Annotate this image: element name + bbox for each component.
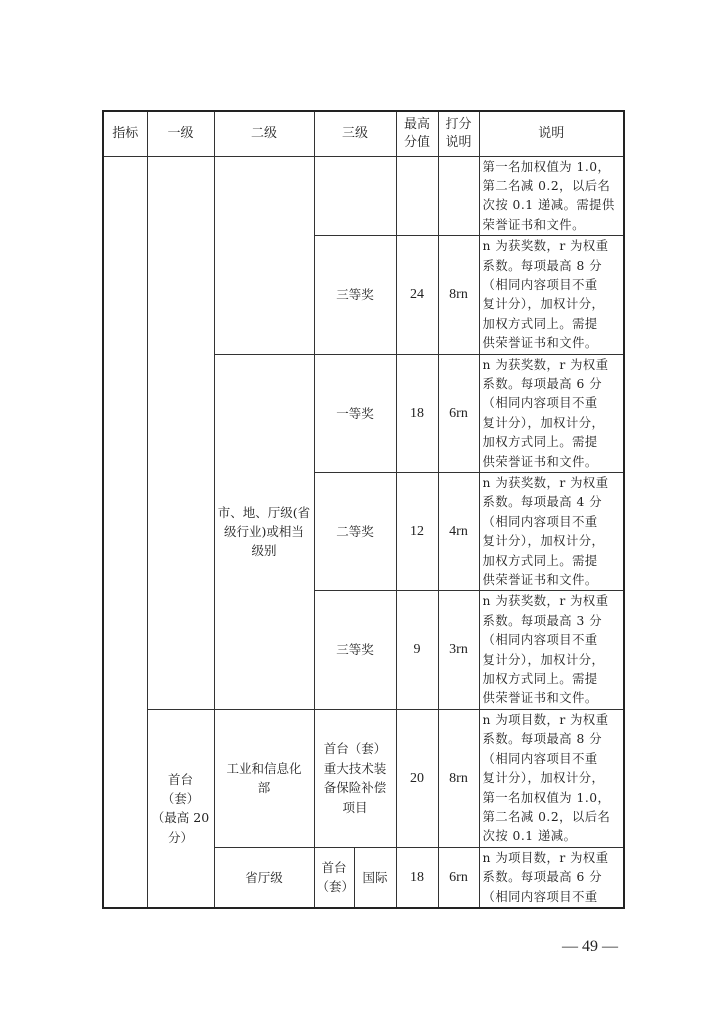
note-cell: n 为获奖数，r 为权重 系数。每项最高 4 分 （相同内容项目不重 复计分），加权计分， 加权方式同上。需提 供荣誉证书和文件。 — [479, 473, 624, 591]
header-level3: 三级 — [314, 111, 396, 156]
score-cell: 6rn — [438, 847, 479, 908]
header-indicator: 指标 — [103, 111, 147, 156]
indicator-cell — [103, 156, 147, 908]
table-row — [103, 156, 624, 236]
score-cell: 8rn — [438, 709, 479, 847]
note-cell: n 为项目数，r 为权重 系数。每项最高 8 分 （相同内容项目不重 复计分），加权计分， 第一名加权值为 1.0， 第二名减 0.2，以后名 次按 0.1 递减。 — [479, 709, 624, 847]
level2-cell: 工业和信息化 部 — [214, 709, 314, 847]
header-max-score: 最高 分值 — [396, 111, 438, 156]
level3-cell: 三等奖 — [314, 236, 396, 354]
level2-cell — [214, 156, 314, 354]
level3-cell: 二等奖 — [314, 473, 396, 591]
level3-cell: 首台（套） 重大技术装 备保险补偿 项目 — [314, 709, 396, 847]
table-row — [103, 709, 624, 847]
score-cell: 4rn — [438, 473, 479, 591]
level2-cell: 市、地、厅级(省 级行业)或相当 级别 — [214, 354, 314, 709]
note-cell: n 为获奖数，r 为权重 系数。每项最高 8 分 （相同内容项目不重 复计分），加权计分， 加权方式同上。需提 供荣誉证书和文件。 — [479, 236, 624, 354]
level3a-cell: 首台 （套） — [314, 847, 354, 908]
max-cell: 12 — [396, 473, 438, 591]
level3-cell: 一等奖 — [314, 354, 396, 472]
page-number: — 49 — — [562, 938, 618, 955]
header-description: 说明 — [479, 111, 624, 156]
score-cell: 6rn — [438, 354, 479, 472]
score-cell: 3rn — [438, 591, 479, 709]
score-cell — [438, 156, 479, 236]
header-row — [103, 111, 624, 156]
level3-cell: 三等奖 — [314, 591, 396, 709]
max-cell: 20 — [396, 709, 438, 847]
level2-cell: 省厅级 — [214, 847, 314, 908]
max-cell: 18 — [396, 354, 438, 472]
note-cell: n 为获奖数，r 为权重 系数。每项最高 3 分 （相同内容项目不重 复计分），加权计分， 加权方式同上。需提 供荣誉证书和文件。 — [479, 591, 624, 709]
level1-cell: 首台（套） （最高 20 分） — [147, 709, 214, 908]
note-cell: 第一名加权值为 1.0， 第二名减 0.2，以后名 次按 0.1 递减。需提供 荣誉证书和文件。 — [479, 156, 624, 236]
note-cell: n 为获奖数，r 为权重 系数。每项最高 6 分 （相同内容项目不重 复计分），加权计分， 加权方式同上。需提 供荣誉证书和文件。 — [479, 354, 624, 472]
level3-cell — [314, 156, 396, 236]
header-level2: 二级 — [214, 111, 314, 156]
score-cell: 8rn — [438, 236, 479, 354]
level1-cell — [147, 156, 214, 709]
note-cell: n 为项目数，r 为权重 系数。每项最高 6 分 （相同内容项目不重 — [479, 847, 624, 908]
max-cell: 24 — [396, 236, 438, 354]
level3b-cell: 国际 — [354, 847, 396, 908]
scoring-table — [102, 110, 625, 909]
max-cell: 18 — [396, 847, 438, 908]
header-scoring: 打分 说明 — [438, 111, 479, 156]
header-level1: 一级 — [147, 111, 214, 156]
max-cell: 9 — [396, 591, 438, 709]
max-cell — [396, 156, 438, 236]
